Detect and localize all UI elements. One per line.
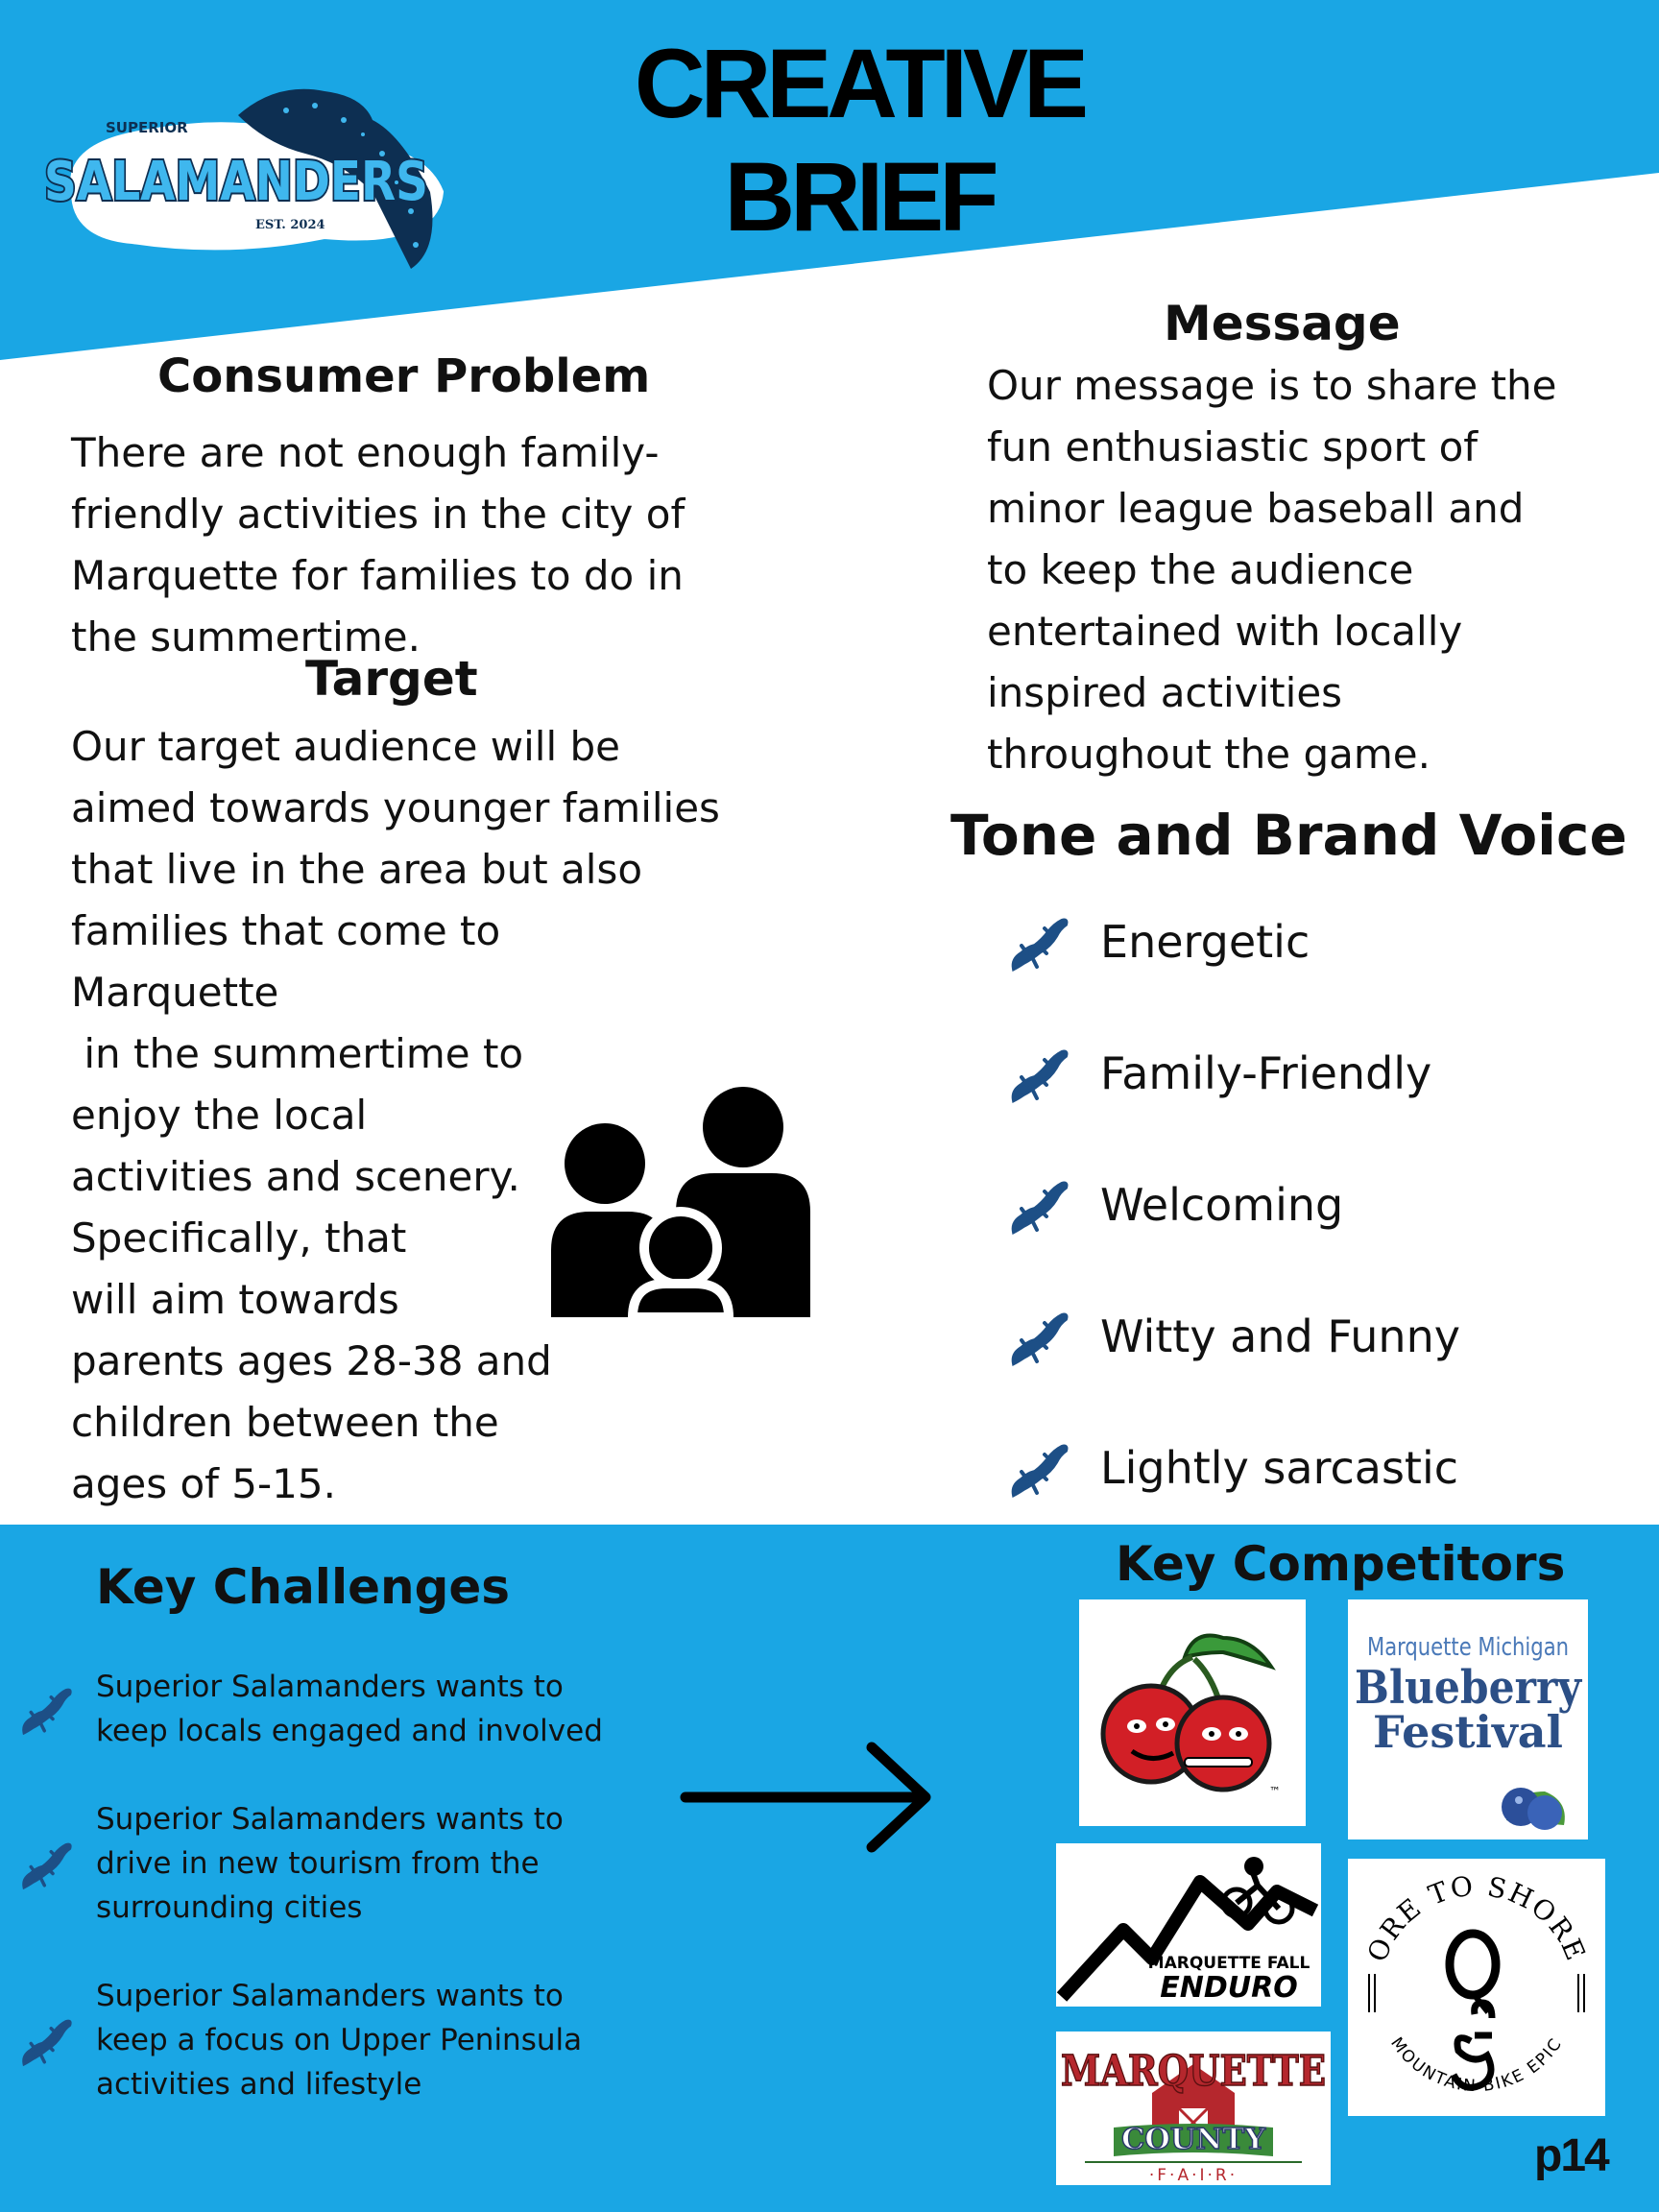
challenge-item: Superior Salamanders wants to keep locals engaged and involved [19, 1665, 634, 1753]
salamander-icon [1008, 1437, 1070, 1499]
salamander-icon [1008, 1043, 1070, 1104]
svg-text:EST. 2024: EST. 2024 [255, 218, 325, 232]
county-fair-card [1056, 2032, 1331, 2185]
salamander-icon [1008, 1306, 1070, 1367]
svg-text:SUPERIOR: SUPERIOR [106, 119, 188, 136]
svg-text:COUNTY: COUNTY [1121, 2123, 1266, 2156]
salamanders-logo [36, 77, 449, 269]
ore-to-shore-card [1348, 1859, 1605, 2116]
cherries-logo-card [1079, 1599, 1306, 1826]
tone-item: Witty and Funny [1008, 1270, 1623, 1402]
svg-text:MARQUETTE: MARQUETTE [1061, 2047, 1326, 2096]
svg-text:Blueberry: Blueberry [1355, 1661, 1583, 1715]
county-fair-logo [1056, 2032, 1331, 2185]
svg-text:SALAMANDERS: SALAMANDERS [44, 151, 428, 213]
title-line-1: CREATIVE [634, 29, 1085, 138]
challenge-item: Superior Salamanders wants to drive in new tourism from the surrounding cities [19, 1797, 634, 1930]
tone-heading: Tone and Brand Voice [950, 803, 1627, 868]
tone-item: Welcoming [1008, 1139, 1623, 1270]
svg-text:·F·A·I·R·: ·F·A·I·R· [1148, 2166, 1238, 2185]
tone-item: Lightly sarcastic [1008, 1402, 1623, 1533]
message-heading: Message [1164, 296, 1401, 351]
blueberry-festival-logo [1348, 1599, 1588, 1839]
svg-text:ENDURO: ENDURO [1160, 1971, 1298, 2005]
arrow-right-icon [680, 1740, 939, 1855]
challenge-item: Superior Salamanders wants to keep a focus on Upper Peninsula activities and lifestyle [19, 1974, 634, 2106]
target-heading: Target [305, 651, 478, 707]
svg-text:™: ™ [1269, 1785, 1281, 1798]
tone-item: Family-Friendly [1008, 1007, 1623, 1139]
salamander-icon [19, 2013, 73, 2067]
consumer-problem-heading: Consumer Problem [157, 349, 651, 403]
family-icon [551, 1087, 810, 1317]
blueberry-festival-card [1348, 1599, 1588, 1839]
tone-item: Energetic [1008, 876, 1623, 1007]
enduro-logo [1056, 1843, 1321, 2007]
svg-text:MARQUETTE FALL: MARQUETTE FALL [1147, 1954, 1310, 1973]
key-competitors-heading: Key Competitors [1116, 1536, 1566, 1592]
key-challenges-heading: Key Challenges [96, 1559, 511, 1615]
salamander-icon [1008, 1174, 1070, 1236]
page-title [538, 27, 1181, 253]
message-text: Our message is to share the fun enthusiastic sport of minor league baseball and to keep the audience entertained with locally inspired activities throughout the game. [987, 362, 1557, 778]
salamander-icon [1008, 911, 1070, 973]
svg-text:MOUNTAIN BIKE EPIC: MOUNTAIN BIKE EPIC [1386, 2033, 1567, 2097]
cherries-logo [1079, 1599, 1306, 1826]
target-text: Our target audience will be aimed towards younger families that live in the area but also families that come to Marquette in the summertime to enjoy the local activities and scenery. Specifically, that will aim towards parents ages 28-38 and children between the ages of 5-15. [71, 723, 720, 1507]
salamander-icon [19, 1837, 73, 1890]
title-line-2: BRIEF [724, 142, 995, 252]
tone-list [1008, 876, 1623, 1533]
svg-text:ORE TO SHORE: ORE TO SHORE [1360, 1869, 1593, 1967]
salamander-icon [19, 1682, 73, 1736]
ore-to-shore-logo [1348, 1859, 1605, 2116]
page-number: p14 [1534, 2130, 1608, 2181]
svg-text:Marquette Michigan: Marquette Michigan [1367, 1633, 1569, 1662]
consumer-problem-text: There are not enough family- friendly activities in the city of Marquette for families to do in the summertime. [71, 429, 685, 661]
svg-text:Festival: Festival [1372, 1706, 1564, 1758]
enduro-card [1056, 1843, 1321, 2007]
